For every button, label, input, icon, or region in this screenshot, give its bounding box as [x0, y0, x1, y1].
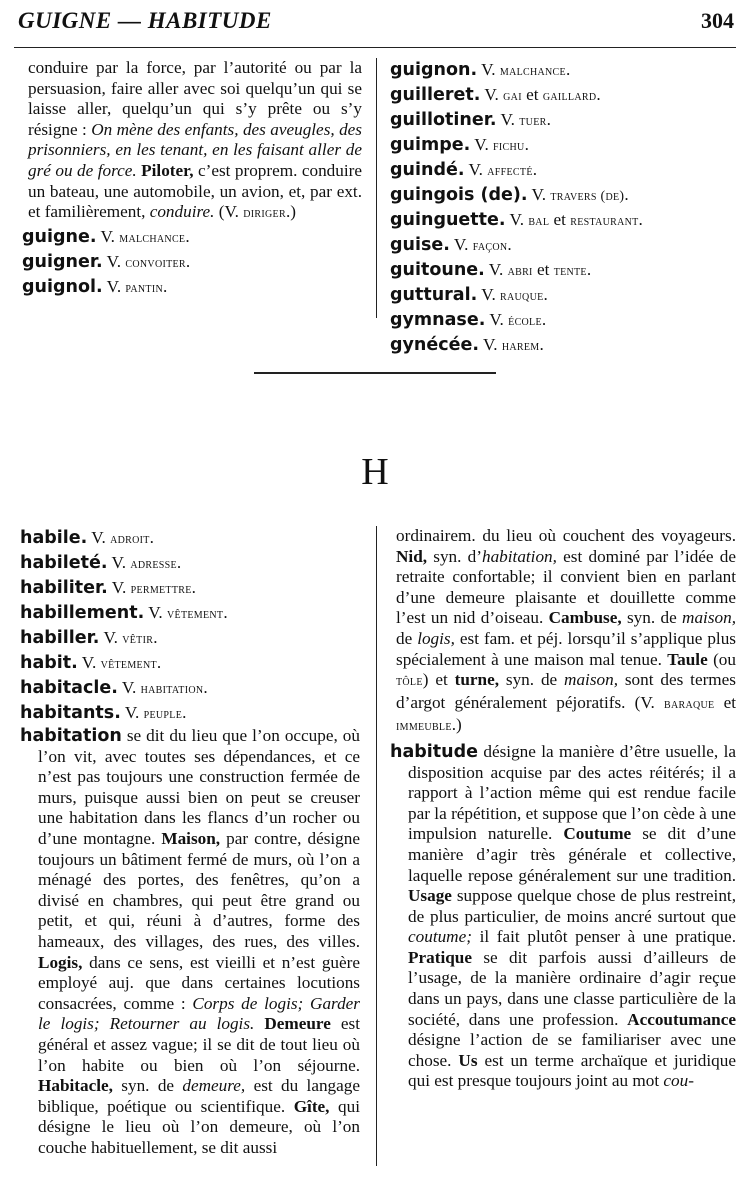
dictionary-entry	[390, 208, 736, 233]
see-label: V.	[96, 226, 120, 246]
headword: guimpe.	[390, 135, 471, 155]
see-label: V.	[477, 285, 501, 304]
text-run: syn. de	[621, 608, 683, 628]
headword: guignol.	[22, 276, 103, 297]
see-label: V.	[479, 335, 502, 354]
habitation-continuation	[390, 526, 736, 738]
bottom-right-column	[390, 526, 736, 1092]
section-separator	[254, 372, 496, 374]
dictionary-entry	[22, 275, 362, 300]
dictionary-entry	[22, 225, 362, 250]
see-label: V.	[77, 653, 101, 672]
cross-reference: convoiter	[125, 255, 186, 271]
cross-reference: affecté	[487, 164, 533, 179]
headword: guise.	[390, 235, 450, 255]
period: .	[185, 226, 190, 246]
text-run: ) et	[422, 670, 455, 690]
text-run: (ou	[707, 649, 736, 669]
headword: gymnase.	[390, 310, 486, 330]
see-label: V.	[496, 110, 520, 129]
text-run: Logis,	[38, 952, 83, 972]
see-label: V.	[527, 185, 551, 204]
headword: guillotiner.	[390, 110, 497, 130]
text-run: tôle	[396, 674, 423, 690]
text-run: Corps de logis; Garder le logis; Retourner au logis.	[38, 993, 360, 1034]
dictionary-entry	[390, 283, 736, 308]
text-run: suppose quelque chose de plus restreint, de plus particulier, de moins ancré surtout que	[408, 886, 736, 926]
top-right-entries	[390, 58, 736, 358]
see-label: V.	[470, 135, 494, 154]
cross-reference: travers (de)	[550, 189, 625, 204]
running-header	[18, 8, 734, 40]
text-run: de	[396, 628, 418, 648]
see-label: V.	[102, 276, 126, 296]
bottom-column-divider	[376, 526, 377, 1166]
text-run: se dit parfois aussi d’ailleurs de l’usage, de la manière ordinaire d’agir reçue dans un pays, dans une classe particulière de la société, dans une profession.	[408, 947, 736, 1029]
text-run: est un terme archaïque et juridique qui est presque toujours joint au mot	[408, 1050, 736, 1091]
see-label: V.	[449, 235, 473, 254]
see-label: V.	[505, 210, 529, 229]
dictionary-entry	[390, 333, 736, 358]
see-label: V.	[107, 578, 131, 597]
cross-reference: adresse	[130, 557, 177, 572]
see-label: V.	[120, 703, 144, 722]
cross-reference: habitation	[140, 682, 204, 697]
period: .	[162, 276, 168, 296]
text-run: immeuble	[396, 719, 452, 735]
dictionary-entry	[20, 651, 360, 676]
period: .	[586, 260, 592, 279]
headword: guindé.	[390, 160, 465, 180]
text-run: Habitacle,	[38, 1076, 113, 1096]
cross-reference: malchance	[119, 230, 186, 246]
text-run: logis,	[417, 628, 455, 648]
text-run: On mène des enfants, des aveugles, des prisonniers, en les tenant, en les faisant aller de gré ou de force.	[28, 119, 362, 180]
conjunction: et	[521, 85, 543, 104]
dictionary-entry	[20, 576, 360, 601]
text-run: c’est proprem. conduire un bateau, une automobile, un avion, et, par ext. et familièrement,	[28, 160, 362, 222]
text-run: Cambuse,	[548, 608, 622, 628]
header-rule	[14, 47, 736, 48]
text-run: Taule	[667, 649, 708, 669]
cross-reference: vêtement	[100, 657, 157, 672]
headword: habit.	[20, 653, 78, 673]
cross-reference: gaillard	[542, 89, 597, 104]
text-run: Pratique	[408, 947, 472, 967]
cross-reference: tuer	[519, 114, 547, 129]
headword: habileté.	[20, 553, 108, 573]
text-run: conduire.	[149, 202, 215, 222]
text-run: Us	[458, 1050, 478, 1070]
cross-reference: abri	[507, 264, 533, 279]
see-label: V.	[480, 85, 504, 104]
dictionary-entry	[20, 601, 360, 626]
top-column-divider	[376, 58, 377, 318]
see-label: V.	[485, 310, 509, 329]
text-run: cou-	[663, 1071, 694, 1091]
dictionary-entry	[20, 626, 360, 651]
dictionary-entry	[20, 526, 360, 551]
see-label: V.	[102, 251, 126, 271]
period: .	[203, 678, 208, 697]
dictionary-entry	[390, 233, 736, 258]
period: .	[156, 653, 162, 672]
text-run: Demeure	[264, 1014, 331, 1034]
headword: guilleret.	[390, 85, 481, 105]
period: .	[565, 60, 571, 79]
headword: guttural.	[390, 285, 478, 305]
text-run: habitation,	[481, 546, 557, 566]
period: .	[191, 578, 196, 597]
text-run: Gîte,	[293, 1096, 330, 1116]
text-run: .)	[451, 715, 462, 735]
text-run: se dit du lieu que l’on occupe, où l’on vit, avec toutes ses dépendances, et ce n’est pas toujours une construction fermée de murs, puisque aussi bien on peut se creuser une habitation dans les flancs d’un rocher ou d’une montagne.	[38, 726, 360, 848]
text-run: syn. de	[499, 670, 565, 690]
top-right-column	[390, 58, 736, 358]
bottom-left-entries	[20, 526, 360, 726]
period: .	[185, 251, 191, 271]
dictionary-entry	[390, 108, 736, 133]
cross-reference: bal	[528, 214, 550, 229]
see-label: V.	[107, 553, 131, 572]
period: .	[596, 85, 601, 104]
text-run: Usage	[408, 886, 452, 906]
text-run: dans ce sens, est vieilli et n’est guère employé auj. que dans certaines locutions consacrées, comme :	[38, 952, 360, 1013]
conjunction: et	[532, 260, 554, 279]
cross-reference: vêtement	[167, 607, 224, 622]
text-run: est fam. et péj. lorsqu’il s’applique plus spécialement à une maison mal tenue.	[396, 628, 736, 669]
text-run: qui désigne le lieu où l’on demeure, où l’on couche habituellement, se dit aussi	[38, 1096, 360, 1157]
see-label: V.	[144, 603, 168, 622]
dictionary-entry	[20, 701, 360, 726]
text-run: maison,	[564, 670, 618, 690]
period: .	[624, 185, 629, 204]
see-label: V.	[464, 160, 488, 179]
bottom-left-column	[20, 526, 360, 1158]
dictionary-entry	[390, 133, 736, 158]
text-run: est dominé par l’idée de retraite confortable; il convient bien en parlant d’une demeure plaisante et douillette comme l’est un nid d’oiseau.	[396, 546, 736, 628]
headword: habile.	[20, 528, 88, 548]
text-run: demeure,	[182, 1076, 246, 1096]
period: .	[223, 603, 228, 622]
headword: guingois (de).	[390, 185, 528, 205]
dictionary-entry	[20, 676, 360, 701]
text-run: sont des termes d’argot généralement péjoratifs. (V.	[396, 670, 736, 712]
headword: gynécée.	[390, 335, 480, 355]
header-title: GUIGNE — HABITUDE	[18, 8, 272, 33]
headword: guinguette.	[390, 210, 506, 230]
text-run: maison,	[682, 608, 736, 628]
text-run: Piloter,	[141, 160, 194, 180]
text-run: est du langage biblique, poétique ou scientifique.	[38, 1076, 360, 1116]
period: .	[153, 628, 158, 647]
top-left-column	[22, 58, 362, 300]
headword: guignon.	[390, 60, 478, 80]
text-run: se dit d’une manière d’agir très générale et collective, laquelle repose généralement sur une tradition.	[408, 824, 736, 885]
headword: habitude	[390, 741, 479, 762]
text-run: Maison,	[161, 828, 221, 848]
text-run: désigne l’action de se familiariser avec une chose.	[408, 1030, 736, 1070]
period: .	[543, 285, 548, 304]
see-label: V.	[87, 528, 111, 547]
cross-reference: harem	[501, 339, 540, 354]
text-run: .)	[285, 202, 296, 222]
cross-reference: pantin	[125, 280, 163, 296]
text-run: est général et assez vague; il se dit de tout lieu où l’on habite ou bien où l’on séjourne.	[38, 1014, 361, 1075]
cross-reference: fichu	[493, 139, 525, 154]
text-run: et	[714, 692, 736, 712]
headword: habiller.	[20, 628, 100, 648]
cross-reference: gai	[503, 89, 522, 104]
dictionary-entry	[390, 83, 736, 108]
headword: habillement.	[20, 603, 145, 623]
cross-reference: école	[508, 314, 542, 329]
period: .	[541, 310, 547, 329]
text-run: il fait plutôt penser à une pratique.	[471, 927, 736, 947]
text-run: Coutume	[563, 824, 632, 844]
see-label: V.	[117, 678, 141, 697]
headword: guigne.	[22, 226, 97, 247]
dictionary-entry	[390, 58, 736, 83]
headword: habiliter.	[20, 578, 108, 598]
period: .	[176, 553, 182, 572]
headword: habitation	[20, 726, 122, 746]
top-left-entries	[22, 225, 362, 300]
cross-reference: tente	[553, 264, 587, 279]
text-run: turne,	[454, 670, 500, 690]
period: .	[524, 135, 529, 154]
period: .	[638, 210, 643, 229]
cross-reference: adroit	[110, 532, 150, 547]
see-label: V.	[484, 260, 508, 279]
cross-reference: peuple	[143, 707, 183, 722]
see-label: V.	[99, 628, 123, 647]
cross-reference: rauque	[500, 289, 544, 304]
period: .	[149, 528, 154, 547]
text-run: diriger	[243, 206, 286, 222]
dictionary-entry	[390, 183, 736, 208]
habitude-article	[390, 742, 736, 1092]
see-label: V.	[477, 60, 500, 79]
period: .	[532, 160, 538, 179]
text-run: syn. de	[112, 1076, 183, 1096]
period: .	[546, 110, 551, 129]
period: .	[539, 335, 544, 354]
section-letter: H	[361, 451, 389, 493]
habitation-article	[20, 726, 360, 1158]
period: .	[182, 703, 187, 722]
page-number: 304	[701, 8, 734, 33]
text-run	[254, 1014, 264, 1033]
guider-continuation	[22, 58, 362, 225]
cross-reference: restaurant	[570, 214, 639, 229]
text-run: conduire par la force, par l’autorité ou par la persuasion, faire aller avec soi quelqu’un qui se laisse aller, quelqu’un qui s’y prête ou s’y résigne :	[28, 58, 362, 139]
text-run: baraque	[663, 696, 715, 712]
headword: habitants.	[20, 703, 121, 723]
headword: habitacle.	[20, 678, 118, 698]
text-run: (V.	[214, 202, 244, 222]
cross-reference: permettre	[130, 582, 192, 597]
cross-reference: façon	[472, 239, 508, 254]
headword: guitoune.	[390, 260, 485, 280]
period: .	[507, 235, 512, 254]
text-run: ordinairem. du lieu où couchent des voyageurs.	[396, 526, 736, 545]
cross-reference: vêtir	[122, 632, 154, 647]
dictionary-entry	[390, 308, 736, 333]
text-run: par contre, désigne toujours un bâtiment fermé de murs, où l’on a ménagé des portes, des fenêtres, qu’on a divisé en chambres, qui peut être grand ou petit, et qui, réuni à d’autres, forme des hameaux, des villages, des rues, des villes.	[38, 828, 360, 951]
dictionary-entry	[22, 250, 362, 275]
cross-reference: malchance	[499, 64, 566, 79]
dictionary-entry	[390, 258, 736, 283]
text-run: Accoutumance	[627, 1009, 736, 1029]
text-run: Nid,	[396, 546, 428, 566]
headword: guigner.	[22, 251, 103, 272]
dictionary-entry	[20, 551, 360, 576]
text-run: désigne la manière d’être usuelle, la disposition acquise par des actes réitérés; il a rapport à l’action même qui est rendue facile par la répétition, et suppose que l’on cède à une impulsion naturelle.	[408, 741, 736, 844]
text-run: coutume;	[408, 927, 472, 947]
dictionary-entry	[390, 158, 736, 183]
conjunction: et	[549, 210, 571, 229]
text-run: syn. d’	[427, 546, 482, 566]
